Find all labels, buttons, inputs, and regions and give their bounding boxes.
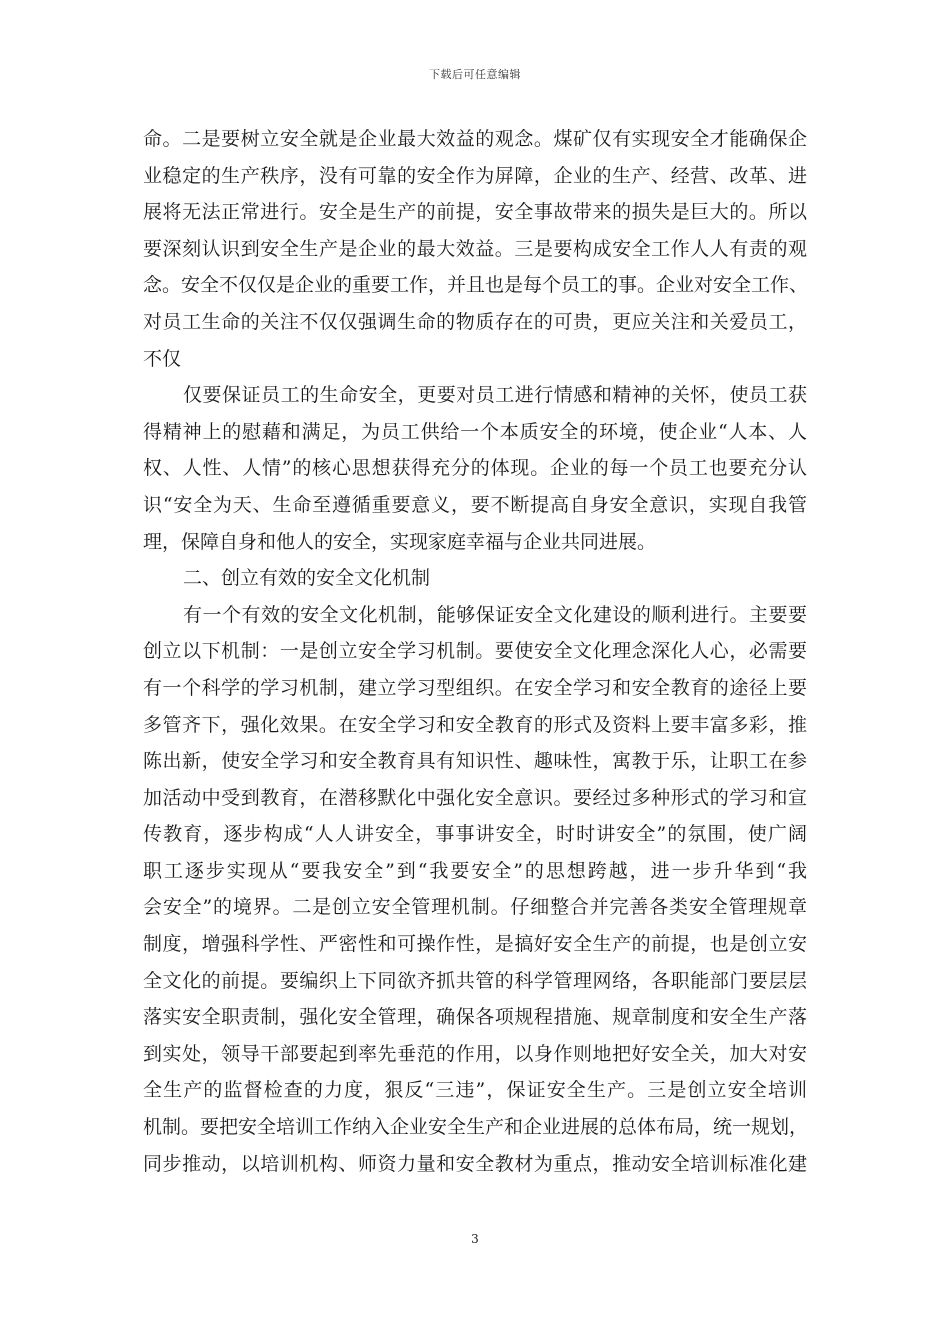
text-line: 不仅: [143, 347, 182, 370]
text-line: 全文化的前提。要编织上下同欲齐抓共管的科学管理网络，各职能部门要层层: [143, 969, 807, 992]
page-number: 3: [471, 1232, 479, 1246]
text-line: 展将无法正常进行。安全是生产的前提，安全事故带来的损失是巨大的。所以: [143, 201, 807, 224]
text-line: 对员工生命的关注不仅仅强调生命的物质存在的可贵，更应关注和关爱员工，: [143, 310, 807, 333]
text-line: 同步推动，以培训机构、师资力量和安全教材为重点，推动安全培训标准化建: [143, 1152, 807, 1175]
text-line: 理，保障自身和他人的安全，实现家庭幸福与企业共同进展。: [143, 530, 657, 553]
text-line: 会安全”的境界。二是创立安全管理机制。仔细整合并完善各类安全管理规章: [143, 896, 807, 919]
page-header: 下载后可任意编辑: [429, 68, 521, 81]
text-line: 全生产的监督检查的力度，狠反“三违”，保证安全生产。三是创立安全培训: [143, 1079, 807, 1102]
document-body: [143, 121, 807, 1182]
text-line: 制度，增强科学性、严密性和可操作性，是搞好安全生产的前提，也是创立安: [143, 933, 807, 956]
text-line: 加活动中受到教育，在潜移默化中强化安全意识。要经过多种形式的学习和宣: [143, 786, 807, 809]
text-line: 落实安全职责制，强化安全管理，确保各项规程措施、规章制度和安全生产落: [143, 1006, 807, 1029]
text-line: 创立以下机制：一是创立安全学习机制。要使安全文化理念深化人心，必需要: [143, 640, 807, 663]
text-line: 仅要保证员工的生命安全，更要对员工进行情感和精神的关怀，使员工获: [183, 384, 807, 407]
text-line: 多管齐下，强化效果。在安全学习和安全教育的形式及资料上要丰富多彩，推: [143, 713, 807, 736]
text-line: 要深刻认识到安全生产是企业的最大效益。三是要构成安全工作人人有责的观: [143, 237, 807, 260]
text-line: 有一个有效的安全文化机制，能够保证安全文化建设的顺利进行。主要要: [183, 603, 807, 626]
text-line: 二、创立有效的安全文化机制: [183, 567, 431, 590]
text-line: 命。二是要树立安全就是企业最大效益的观念。煤矿仅有实现安全才能确保企: [143, 128, 807, 150]
text-line: 到实处，领导干部要起到率先垂范的作用，以身作则地把好安全关，加大对安: [143, 1042, 807, 1065]
text-line: 识“安全为天、生命至遵循重要意义，要不断提高自身安全意识，实现自我管: [143, 493, 807, 516]
text-line: 业稳定的生产秩序，没有可靠的安全作为屏障，企业的生产、经营、改革、进: [143, 164, 807, 187]
text-line: 得精神上的慰藉和满足，为员工供给一个本质安全的环境，使企业“人本、人: [143, 420, 807, 443]
text-line: 权、人性、人情”的核心思想获得充分的体现。企业的每一个员工也要充分认: [143, 457, 807, 480]
text-line: 念。安全不仅仅是企业的重要工作，并且也是每个员工的事。企业对安全工作、: [143, 274, 809, 297]
text-line: 有一个科学的学习机制，建立学习型组织。在安全学习和安全教育的途径上要: [143, 676, 807, 699]
text-line: 陈出新，使安全学习和安全教育具有知识性、趣味性，寓教于乐，让职工在参: [143, 750, 807, 773]
text-line: 职工逐步实现从“要我安全”到“我要安全”的思想跨越，进一步升华到“我: [143, 859, 807, 882]
text-line: 机制。要把安全培训工作纳入企业安全生产和企业进展的总体布局，统一规划，: [143, 1116, 809, 1139]
text-line: 传教育，逐步构成“人人讲安全，事事讲安全，时时讲安全”的氛围，使广阔: [143, 823, 807, 846]
